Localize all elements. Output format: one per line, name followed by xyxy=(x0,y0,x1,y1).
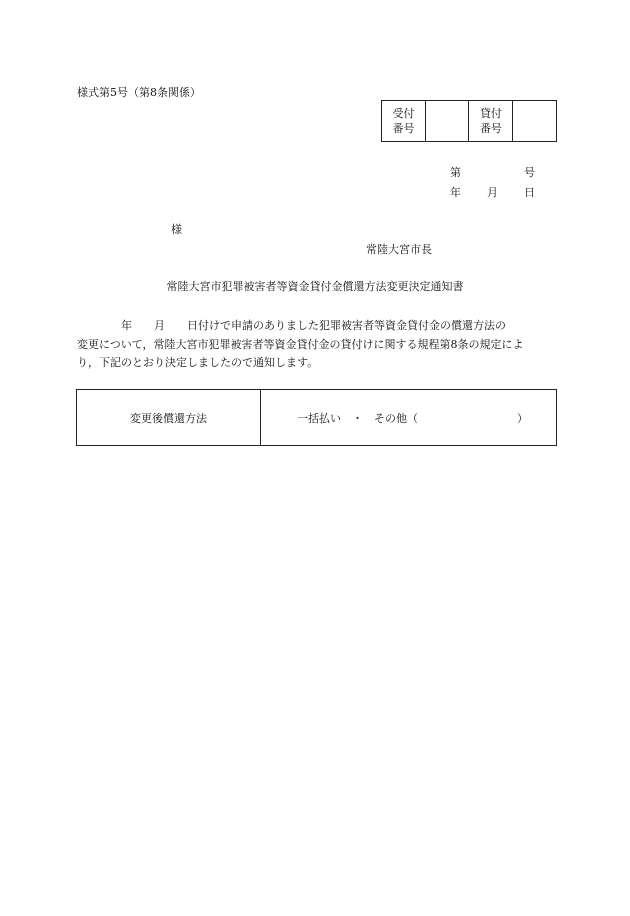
body-line-2: 変更について，常陸大宮市犯罪被害者等資金貸付金の貸付けに関する規程第8条の規定によ xyxy=(77,337,524,351)
repayment-method-label: 変更後償還方法 xyxy=(77,390,261,446)
go-label: 号 xyxy=(524,166,535,179)
month-label: 月 xyxy=(487,186,498,199)
repayment-method-table xyxy=(76,389,557,446)
issuer-name: 常陸大宮市長 xyxy=(366,243,432,256)
body-line-3: り，下記のとおり決定しましたので通知します。 xyxy=(77,356,319,369)
document-title: 常陸大宮市犯罪被害者等資金貸付金償還方法変更決定通知書 xyxy=(166,280,464,293)
receipt-number-label: 受付 番号 xyxy=(382,101,426,142)
receipt-number-field[interactable] xyxy=(425,101,469,142)
day-label: 日 xyxy=(524,186,535,199)
addressee-honorific: 様 xyxy=(171,223,182,236)
body-line-1: 年 月 日付けで申請のありました犯罪被害者等資金貸付金の償還方法の xyxy=(77,319,506,332)
form-number-label: 様式第5号（第8条関係） xyxy=(77,86,201,99)
number-box xyxy=(381,100,557,142)
document-date xyxy=(450,184,535,200)
loan-number-label: 貸付 番号 xyxy=(469,101,513,142)
document-number xyxy=(450,164,535,180)
dai-label: 第 xyxy=(450,166,461,179)
repayment-method-options: 一括払い ・ その他（ ） xyxy=(261,390,557,446)
body-paragraph xyxy=(77,317,557,373)
year-label: 年 xyxy=(450,186,461,199)
loan-number-field[interactable] xyxy=(513,101,557,142)
